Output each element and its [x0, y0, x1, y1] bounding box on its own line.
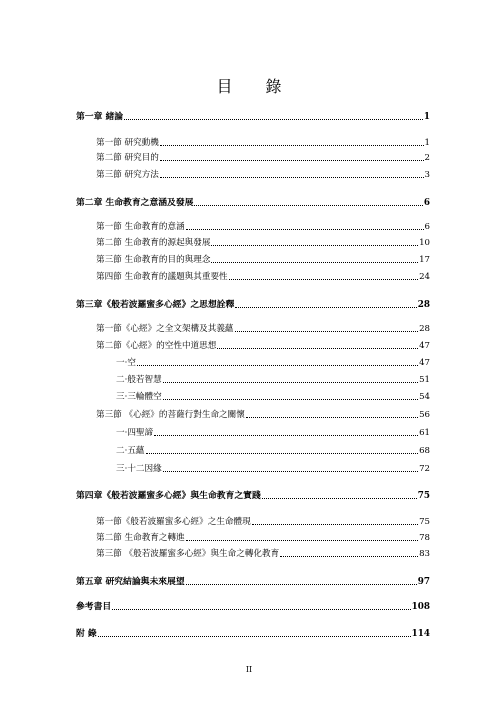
toc-chapter-entry[interactable] [76, 601, 430, 613]
toc-entry-label: 一·四聖諦 [116, 428, 154, 438]
toc-entry-page: 75 [417, 491, 430, 501]
toc-entry-label: 第三節 《般若波羅蜜多心經》與生命之轉化教育 [96, 549, 280, 559]
toc-section-entry[interactable] [96, 237, 430, 249]
toc-entry-page: 24 [419, 272, 430, 282]
dot-leader [235, 307, 416, 308]
toc-section-entry[interactable] [96, 221, 430, 233]
toc-section-entry[interactable] [96, 254, 430, 266]
dot-leader [211, 262, 418, 263]
dot-leader [124, 119, 423, 120]
dot-leader [186, 584, 417, 585]
toc-chapter-entry[interactable] [76, 628, 430, 640]
dot-leader [186, 229, 424, 230]
toc-entry-label: 第四章《般若波羅蜜多心經》與生命教育之實踐 [76, 491, 261, 501]
toc-entry-label: 第二節《心經》的空性中道思想 [96, 341, 217, 351]
toc-entry-label: 第四節 生命教育的議題與其重要性 [96, 272, 228, 282]
page-number: II [245, 665, 253, 674]
dot-leader [160, 160, 424, 161]
toc-entry-page: 108 [411, 602, 430, 612]
toc-subsection-entry[interactable] [116, 427, 430, 439]
toc-entry-label: 二·般若智慧 [116, 375, 162, 385]
toc-entry-label: 附 錄 [76, 629, 97, 639]
dot-leader [262, 498, 417, 499]
dot-leader [211, 245, 418, 246]
toc-entry-label: 第二節 研究目的 [96, 153, 159, 163]
dot-leader [163, 471, 418, 472]
toc-subsection-entry[interactable] [116, 463, 430, 475]
toc-entry-page: 6 [423, 198, 430, 208]
dot-leader [217, 348, 418, 349]
toc-entry-page: 2 [424, 153, 430, 163]
toc-entry-label: 第二節 生命教育的源起與發展 [96, 238, 211, 248]
toc-entry-label: 二·五蘊 [116, 446, 145, 456]
toc-section-entry[interactable] [96, 323, 430, 335]
toc-section-entry[interactable] [96, 409, 430, 421]
dot-leader [194, 205, 422, 206]
toc-section-entry[interactable] [96, 152, 430, 164]
toc-entry-label: 參考書目 [76, 602, 112, 612]
toc-chapter-entry[interactable] [76, 111, 430, 123]
toc-subsection-entry[interactable] [116, 374, 430, 386]
toc-section-entry[interactable] [96, 271, 430, 283]
toc-entry-label: 第三節 生命教育的目的與理念 [96, 255, 211, 265]
toc-entry-page: 97 [417, 577, 430, 587]
dot-leader [98, 636, 411, 637]
toc-section-entry[interactable] [96, 137, 430, 149]
toc-section-entry[interactable] [96, 340, 430, 352]
toc-entry-label: 一·空 [116, 358, 136, 368]
toc-entry-page: 28 [417, 300, 430, 310]
toc-entry-label: 第三節 研究方法 [96, 170, 159, 180]
dot-leader [163, 382, 418, 383]
toc-subsection-entry[interactable] [116, 445, 430, 457]
toc-entry-label: 第二節 生命教育之轉進 [96, 533, 185, 543]
toc-entry-label: 第二章 生命教育之意涵及發展 [76, 198, 194, 208]
dot-leader [235, 331, 419, 332]
toc-entry-page: 1 [423, 112, 430, 122]
toc-entry-page: 3 [424, 170, 430, 180]
toc-entry-label: 三·十二因緣 [116, 464, 162, 474]
dot-leader [160, 177, 424, 178]
toc-entry-page: 47 [419, 358, 430, 368]
toc-entry-page: 56 [419, 410, 430, 420]
toc-entry-page: 61 [419, 428, 430, 438]
toc-chapter-entry[interactable] [76, 490, 430, 502]
toc-entry-label: 第五章 研究結論與未來展望 [76, 577, 185, 587]
dot-leader [246, 417, 418, 418]
toc-entry-page: 28 [419, 324, 430, 334]
toc-chapter-entry[interactable] [76, 197, 430, 209]
toc-chapter-entry[interactable] [76, 576, 430, 588]
toc-section-entry[interactable] [96, 169, 430, 181]
dot-leader [160, 145, 424, 146]
dot-leader [146, 453, 419, 454]
toc-entry-page: 47 [419, 341, 430, 351]
toc-entry-page: 6 [424, 222, 430, 232]
toc-entry-label: 第一節 研究動機 [96, 138, 159, 148]
toc-entry-page: 72 [419, 464, 430, 474]
toc-entry-label: 第一章 緒論 [76, 112, 124, 122]
toc-entry-page: 114 [411, 629, 430, 639]
toc-entry-label: 第三節 《心經》的菩薩行對生命之關懷 [96, 410, 245, 420]
toc-section-entry[interactable] [96, 516, 430, 528]
toc-section-entry[interactable] [96, 532, 430, 544]
dot-leader [163, 399, 418, 400]
toc-entry-label: 第一節 生命教育的意涵 [96, 222, 185, 232]
toc-entry-label: 三·三輪體空 [116, 392, 162, 402]
dot-leader [154, 435, 418, 436]
toc-entry-page: 51 [419, 375, 430, 385]
dot-leader [280, 556, 418, 557]
dot-leader [137, 365, 418, 366]
dot-leader [229, 279, 418, 280]
page-title: 目 錄 [216, 77, 296, 96]
toc-entry-page: 75 [419, 517, 430, 527]
toc-entry-page: 54 [419, 392, 430, 402]
toc-entry-page: 10 [419, 238, 430, 248]
toc-entry-label: 第一節《心經》之全文架構及其義蘊 [96, 324, 234, 334]
toc-entry-label: 第一節《般若波羅蜜多心經》之生命體現 [96, 517, 251, 527]
toc-entry-page: 83 [419, 549, 430, 559]
toc-entry-page: 68 [419, 446, 430, 456]
dot-leader [252, 524, 418, 525]
toc-entry-page: 78 [419, 533, 430, 543]
toc-entry-page: 17 [419, 255, 430, 265]
dot-leader [186, 540, 418, 541]
toc-subsection-entry[interactable] [116, 357, 430, 369]
toc-chapter-entry[interactable] [76, 299, 430, 311]
toc-subsection-entry[interactable] [116, 391, 430, 403]
toc-section-entry[interactable] [96, 548, 430, 560]
dot-leader [112, 609, 410, 610]
toc-entry-label: 第三章《般若波羅蜜多心經》之思想詮釋 [76, 300, 235, 310]
toc-entry-page: 1 [424, 138, 430, 148]
